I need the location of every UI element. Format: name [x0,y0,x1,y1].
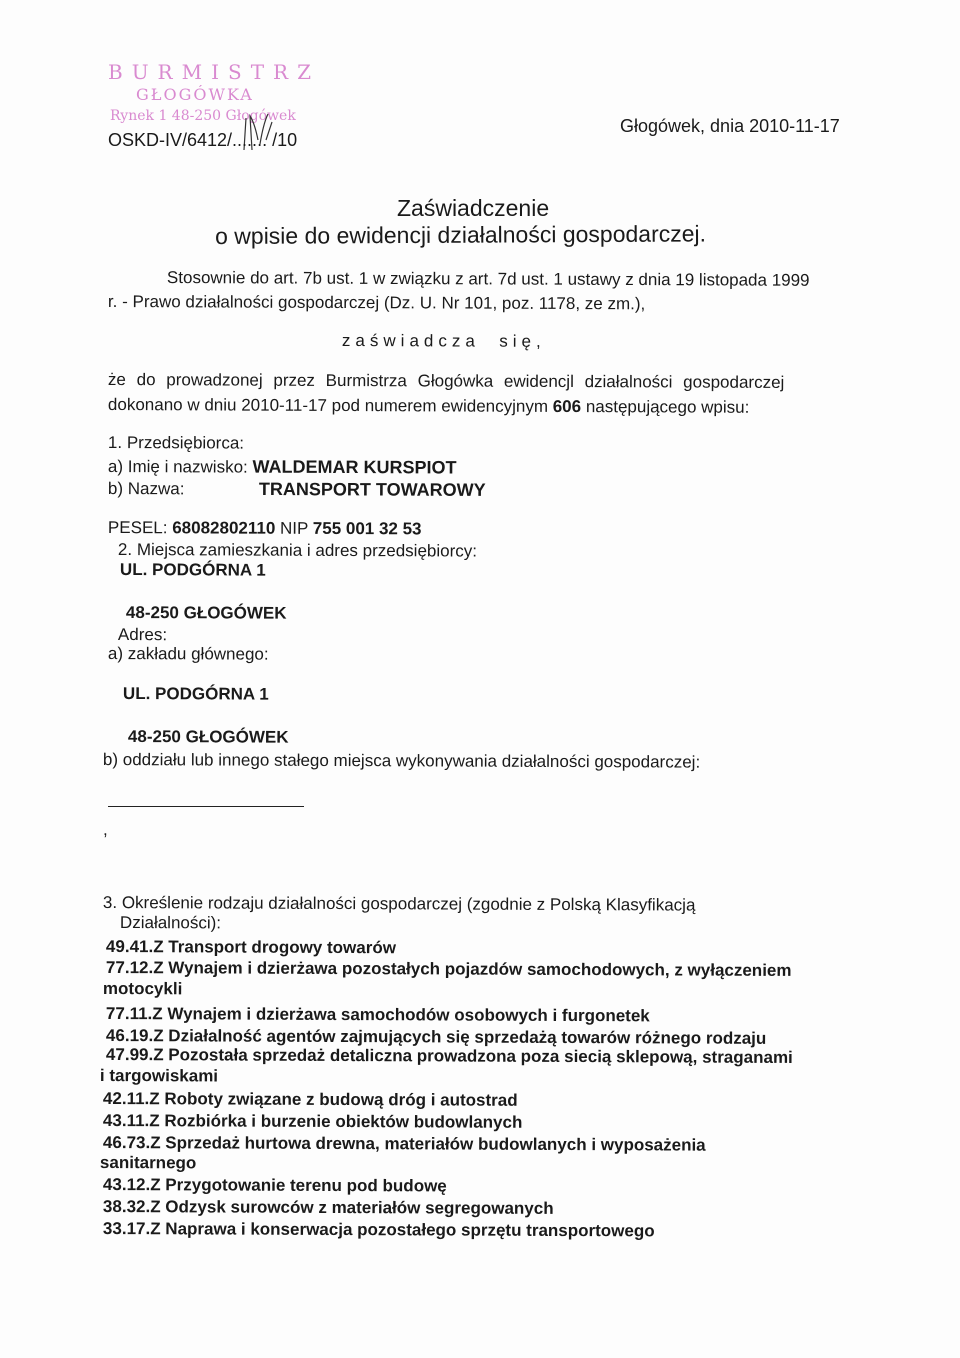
certify-verb: zaświadcza [341,331,480,351]
intro-line-4-start: dokonano w dniu 2010-11-17 pod numerem ewidencyjnym [107,395,553,416]
pkd-item-3: 77.11.Z Wynajem i dzierżawa samochodów osobowych i furgonetek [105,1004,650,1026]
address-label: Adres: [117,625,168,645]
nip-value: 755 001 32 53 [312,518,422,539]
intro-line-1: Stosownie do art. 7b ust. 1 w związku z art. 7d ust. 1 ustawy z dnia 19 listopada 1999 [166,268,810,290]
pkd-item-7: 43.11.Z Rozbiórka i burzenie obiektów budowlanych [102,1111,523,1132]
activity-label-line-2: Działalności): [119,913,222,933]
residence-label: 2. Miejsca zamieszkania i adres przedsiębiorcy: [117,540,478,561]
nip-label: NIP [279,518,309,538]
pkd-item-10: 38.32.Z Odzysk surowców z materiałów segregowanych [102,1197,554,1218]
residence-street: UL. PODGÓRNA 1 [119,560,266,580]
branch-label: b) oddziału lub innego stałego miejsca wykonywania działalności gospodarczej: [102,750,701,772]
pkd-item-4: 46.19.Z Działalność agentów zajmujących się sprzedażą towarów różnego rodzaju [105,1026,767,1048]
activity-label-line-1: 3. Określenie rodzaju działalności gospodarczej (zgodnie z Polską Klasyfikacją [102,893,696,915]
pkd-item-2-continuation: motocykli [102,979,183,999]
pkd-item-8: 46.73.Z Sprzedaż hurtowa drewna, materiałów budowlanych i wyposażenia [102,1133,706,1155]
pkd-item-1: 49.41.Z Transport drogowy towarów [105,937,396,958]
pesel-label: PESEL: [107,518,168,538]
main-office-city: 48-250 GŁOGÓWEK [127,727,289,747]
company-label: b) Nazwa: [107,479,185,499]
branch-comma: , [103,820,108,839]
name-value: WALDEMAR KURSPIOT [252,456,457,478]
pkd-item-11: 33.17.Z Naprawa i konserwacja pozostałego sprzętu transportowego [102,1219,655,1241]
intro-line-3: że do prowadzonej przez Burmistrza Głogówka ewidencjl działalności gospodarczej [107,370,785,392]
certify-word [342,331,546,352]
residence-city: 48-250 GŁOGÓWEK [125,603,287,623]
document-subtitle: o wpisie do ewidencji działalności gospodarczej. [215,220,707,249]
intro-line-2: r. - Prawo działalności gospodarczej (Dz. U. Nr 101, poz. 1178, ze zm.), [107,292,646,314]
pkd-item-5-continuation: i targowiskami [99,1066,219,1086]
company-value: TRANSPORT TOWAROWY [258,479,486,500]
pesel-nip-row [108,518,422,539]
intro-line-4 [108,395,749,418]
pkd-item-2: 77.12.Z Wynajem i dzierżawa pozostałych pojazdów samochodowych, z wyłączeniem [105,958,792,980]
stamp-city: GŁOGÓWKA [136,85,254,104]
registration-number: 606 [552,396,582,417]
place-and-date: Głogówek, dnia 2010-11-17 [620,116,840,136]
document-reference: OSKD-IV/6412/....... /10 [108,130,298,150]
name-label: a) Imię i nazwisko: [107,457,248,477]
certify-reflexive: się, [499,331,546,351]
office-stamp [108,60,328,126]
pkd-item-8-continuation: sanitarnego [99,1153,197,1173]
entrepreneur-section-label: 1. Przedsiębiorca: [107,433,245,453]
document-title: Zaświadczenie [397,195,550,221]
pkd-item-6: 42.11.Z Roboty związane z budową dróg i autostrad [102,1089,518,1110]
main-office-label: a) zakładu głównego: [107,644,269,664]
pkd-item-9: 43.12.Z Przygotowanie terenu pod budowę [102,1175,447,1196]
pesel-value: 68082802110 [172,518,276,538]
stamp-title: BURMISTRZ [108,60,320,84]
intro-line-4-end: następującego wpisu: [581,397,750,417]
stamp-address: Rynek 1 48-250 Głogówek [110,108,296,124]
main-office-street: UL. PODGÓRNA 1 [122,684,269,704]
pkd-item-5: 47.99.Z Pozostała sprzedaż detaliczna prowadzona poza siecią sklepową, straganami [105,1045,793,1067]
name-row [108,456,457,479]
branch-blank-line [108,806,304,807]
